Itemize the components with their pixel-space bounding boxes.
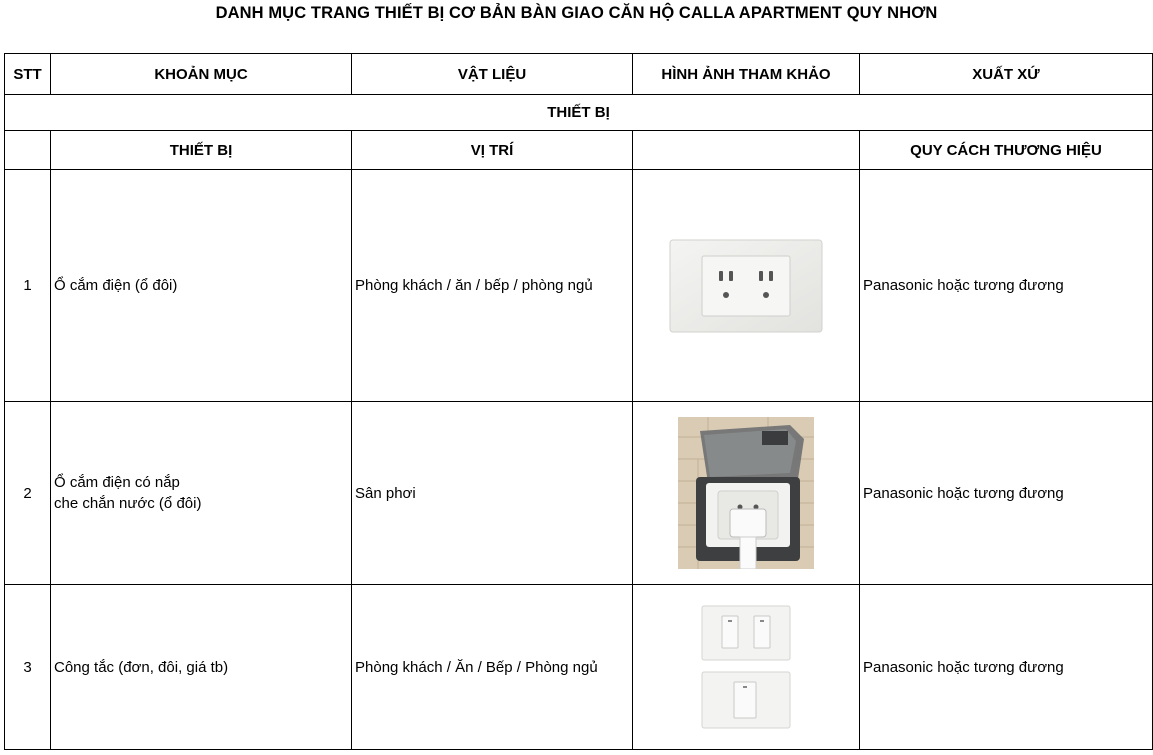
subheader-stt-empty [5,131,51,170]
header-stt: STT [5,54,51,95]
row-item [51,402,352,585]
row-image-cell [633,402,860,585]
row-stt: 3 [5,585,51,750]
row-image-cell [633,170,860,402]
row-item-line: Công tắc (đơn, đôi, giá tb) [54,658,229,676]
row-location: Phòng khách / Ăn / Bếp / Phòng ngủ [352,585,633,750]
subheader-vi-tri: VỊ TRÍ [352,131,633,170]
row-brand: Panasonic hoặc tương đương [860,402,1153,585]
row-stt: 1 [5,170,51,402]
waterproof-socket-image [678,417,814,569]
table-row [5,402,1153,585]
row-item [51,585,352,750]
header-vat-lieu: VẬT LIỆU [352,54,633,95]
row-item [51,170,352,402]
page-title: DANH MỤC TRANG THIẾT BỊ CƠ BẢN BÀN GIAO CĂN HỘ CALLA APARTMENT QUY NHƠN [215,4,938,22]
header-khoan-muc: KHOẢN MỤC [51,54,352,95]
double-socket-image [669,239,823,333]
row-stt: 2 [5,402,51,585]
row-item-line: che chắn nước (ổ đôi) [54,495,202,512]
row-brand: Panasonic hoặc tương đương [860,170,1153,402]
header-xuat-xu: XUẤT XỨ [860,54,1153,95]
row-item-line: Ổ cắm điện (ổ đôi) [54,277,178,294]
subheader-image-empty [633,131,860,170]
row-image-cell [633,585,860,750]
row-location: Phòng khách / ăn / bếp / phòng ngủ [352,170,633,402]
subheader-row [5,131,1153,170]
equipment-table [4,53,1153,750]
header-hinh-anh: HÌNH ẢNH THAM KHẢO [633,54,860,95]
row-item-line: Ổ cắm điện có nắp [54,474,180,491]
table-header-row [5,54,1153,95]
subheader-quy-cach: QUY CÁCH THƯƠNG HIỆU [860,131,1153,170]
section-title: THIẾT BỊ [5,95,1153,131]
table-row [5,170,1153,402]
section-row [5,95,1153,131]
subheader-thiet-bi: THIẾT BỊ [51,131,352,170]
row-location: Sân phơi [352,402,633,585]
row-brand: Panasonic hoặc tương đương [860,585,1153,750]
switch-image [700,604,792,730]
table-row [5,585,1153,750]
